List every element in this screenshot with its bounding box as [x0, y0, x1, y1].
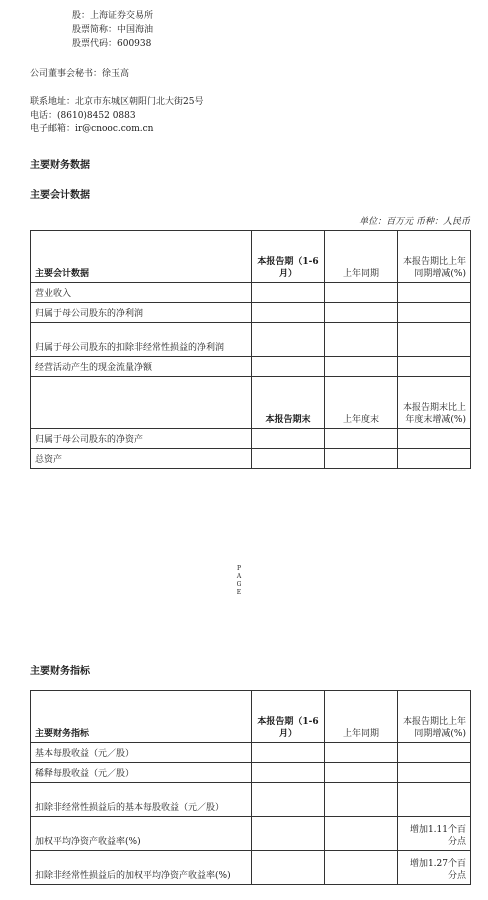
row-change: 增加1.11个百分点 — [398, 817, 471, 851]
row-label: 归属于母公司股东的扣除非经常性损益的净利润 — [31, 323, 252, 357]
table-row — [31, 783, 471, 817]
header-cell: 本报告期（1-6月） — [252, 231, 325, 283]
row-label: 总资产 — [31, 449, 252, 469]
table-row — [31, 429, 471, 449]
row-change — [398, 783, 471, 817]
table-header-row — [31, 691, 471, 743]
page-mark-text: PAGE — [236, 565, 242, 596]
contact-address: 联系地址：北京市东城区朝阳门北大街25号 — [30, 97, 204, 107]
row-label: 稀释每股收益（元／股） — [31, 763, 252, 783]
header-cell: 本报告期（1-6月） — [252, 691, 325, 743]
table-row — [31, 763, 471, 783]
header-cell: 本报告期末比上年度末增减(%) — [398, 377, 471, 429]
header-cell: 本报告期比上年同期增减(%) — [398, 691, 471, 743]
header-cell: 上年同期 — [325, 231, 398, 283]
table-row — [31, 323, 471, 357]
table-row — [31, 357, 471, 377]
exchange-line: 股：上海证券交易所 — [72, 11, 154, 21]
financial-indicators-table — [30, 690, 471, 885]
header-cell: 上年同期 — [325, 691, 398, 743]
row-label: 营业收入 — [31, 283, 252, 303]
row-label: 基本每股收益（元／股） — [31, 743, 252, 763]
page-marker — [236, 565, 244, 597]
stock-code-line: 股票代码：600938 — [72, 39, 152, 49]
table-row — [31, 851, 471, 885]
stock-info-block — [72, 10, 153, 52]
row-change — [398, 763, 471, 783]
contact-phone: 电话：(8610)8452 0883 — [30, 110, 136, 121]
row-label: 归属于母公司股东的净资产 — [31, 429, 252, 449]
header-cell: 本报告期比上年同期增减(%) — [398, 231, 471, 283]
section-heading-accounting: 主要会计数据 — [30, 190, 90, 201]
section-heading-indicators: 主要财务指标 — [30, 666, 90, 677]
table-row — [31, 817, 471, 851]
table-row — [31, 303, 471, 323]
row-label: 经营活动产生的现金流量净额 — [31, 357, 252, 377]
row-label: 归属于母公司股东的净利润 — [31, 303, 252, 323]
section-heading-main-financial: 主要财务数据 — [30, 160, 90, 171]
board-secretary: 公司董事会秘书：徐玉高 — [30, 69, 130, 79]
stock-name-line: 股票简称：中国海油 — [72, 25, 154, 35]
contact-block — [30, 96, 203, 137]
header-cell: 本报告期末 — [252, 377, 325, 429]
row-label: 加权平均净资产收益率(%) — [31, 817, 252, 851]
table-row — [31, 449, 471, 469]
table-row — [31, 283, 471, 303]
accounting-data-table — [30, 230, 471, 469]
table-header-row — [31, 231, 471, 283]
unit-note: 单位：百万元 币种：人民币 — [359, 217, 470, 227]
table-header-row — [31, 377, 471, 429]
header-cell: 主要会计数据 — [31, 231, 252, 283]
table-row — [31, 743, 471, 763]
header-cell: 上年度末 — [325, 377, 398, 429]
row-label: 扣除非经常性损益后的加权平均净资产收益率(%) — [31, 851, 252, 885]
header-cell: 主要财务指标 — [31, 691, 252, 743]
row-change: 增加1.27个百分点 — [398, 851, 471, 885]
row-label: 扣除非经常性损益后的基本每股收益（元／股） — [31, 783, 252, 817]
contact-email: 电子邮箱：ir@cnooc.com.cn — [30, 124, 154, 134]
row-change — [398, 743, 471, 763]
